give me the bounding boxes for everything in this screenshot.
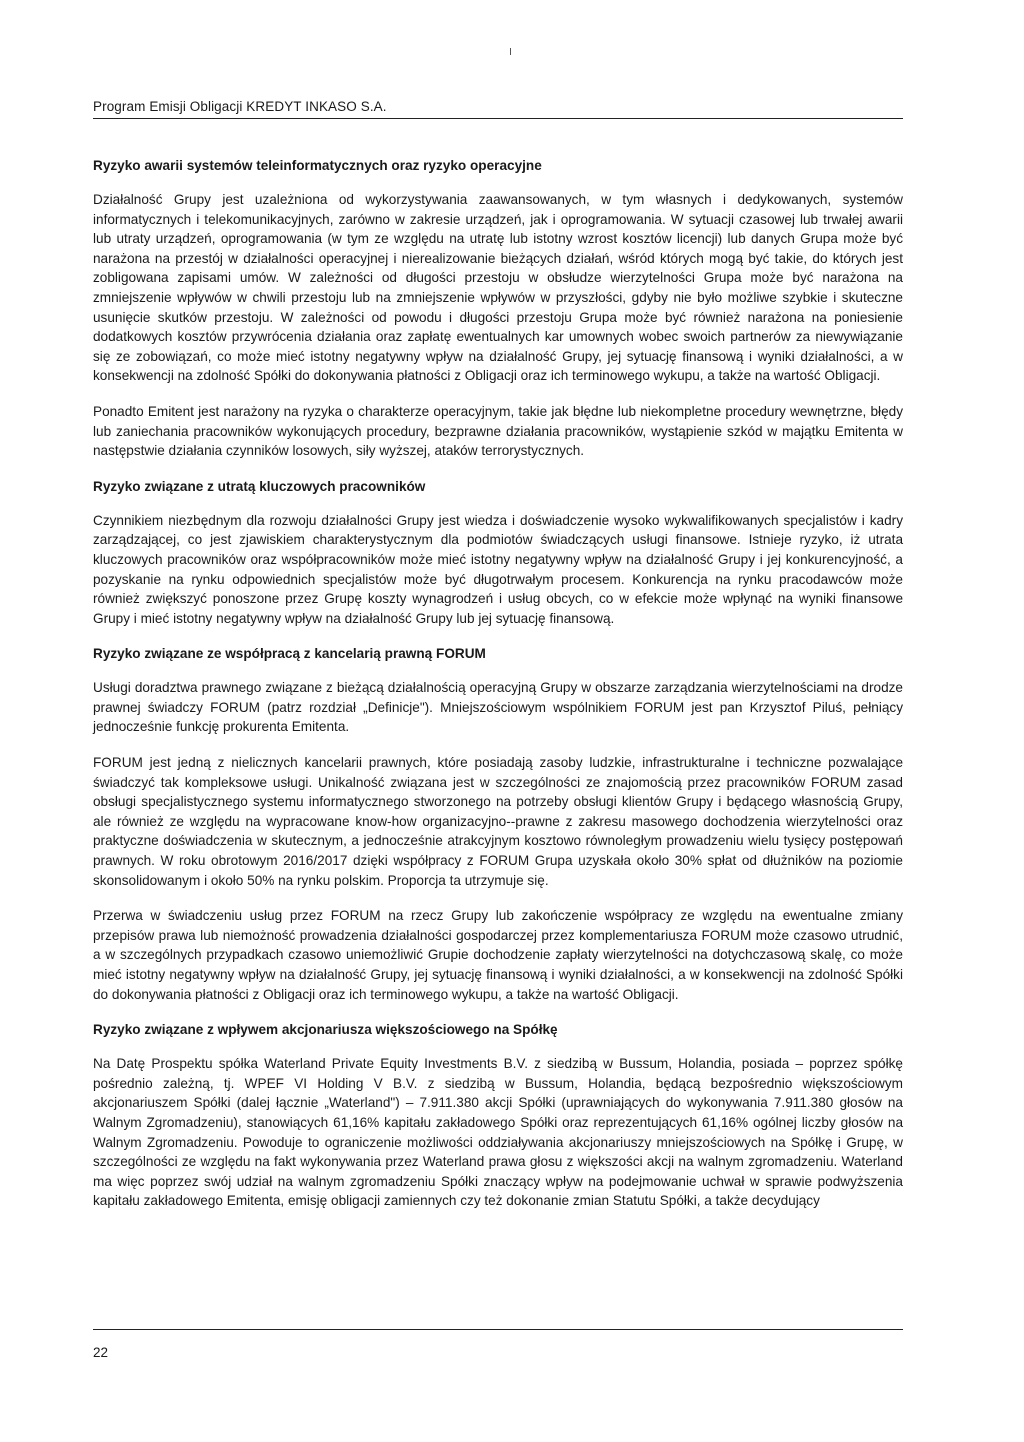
page-number: 22 <box>93 1345 109 1360</box>
footer-divider <box>93 1329 903 1330</box>
scan-speck <box>510 48 511 55</box>
paragraph: FORUM jest jedną z nielicznych kancelarii prawnych, które posiadają zasoby ludzkie, infrastrukturalne i techniczne pozwalające świadczyć tak kompleksowe usługi. Unikalność związana jest w szczególności ze znajomością przez pracowników FORUM zasad obsługi specjalistycznego systemu informatycznego stworzonego na potrzeby obsługi klientów Grupy i będącego własnością Grupy, ale również ze względu na wypracowane know-how organizacyjno--prawne z zakresu masowego dochodzenia wierzytelności oraz praktyczne doświadczenia w skutecznym, a jednocześnie atrakcyjnym kosztowo równoległym prowadzeniu wielu tysięcy postępowań prawnych. W roku obrotowym 2016/2017 dzięki współpracy z FORUM Grupa uzyskała około 30% spłat od dłużników na poziomie skonsolidowanym i około 50% na rynku polskim. Proporcja ta utrzymuje się. <box>93 755 903 888</box>
section-heading: Ryzyko związane z utratą kluczowych pracowników <box>93 478 426 494</box>
paragraph: Przerwa w świadczeniu usług przez FORUM na rzecz Grupy lub zakończenie współpracy ze względu na ewentualne zmiany przepisów prawa lub niemożność prowadzenia działalności gospodarczej przez komplementariusza FORUM może czasowo utrudnić, a w szczególnych przypadkach czasowo uniemożliwić Grupie dochodzenie zapłaty wierzytelności na dotychczasową skalę, co może mieć istotny negatywny wpływ na działalność Grupy, jej sytuację finansową i wyniki działalności, a w konsekwencji na zdolność Spółki do dokonywania płatności z Obligacji oraz ich terminowego wykupu, a także na wartość Obligacji. <box>93 908 903 1002</box>
paragraph: Na Datę Prospektu spółka Waterland Private Equity Investments B.V. z siedzibą w Bussum, Holandia, posiada – poprzez spółkę pośrednio zależną, tj. WPEF VI Holding V B.V. z siedzibą w Bussum, Holandia, będącą bezpośrednio większościowym akcjonariuszem Spółki (dalej łącznie „Waterland") – 7.911.380 akcji Spółki (uprawniających do wykonywania 7.911.380 głosów na Walnym Zgromadzeniu), stanowiących 61,16% kapitału zakładowego Spółki oraz reprezentujących 61,16% ogólnej liczby głosów na Walnym Zgromadzeniu. Powoduje to ograniczenie możliwości oddziaływania akcjonariuszy mniejszościowych na Spółkę i Grupę, w szczególności ze względu na fakt wykonywania przez Waterland prawa głosu z większości akcji na walnym zgromadzeniu. Waterland ma więc poprzez swój udział na walnym zgromadzeniu Spółki znaczący wpływ na podejmowanie uchwał w sprawie podwyższenia kapitału zakładowego Emitenta, emisję obligacji zamiennych czy też dokonanie zmian Statutu Spółki, a także decydujący <box>93 1056 903 1209</box>
paragraph: Czynnikiem niezbędnym dla rozwoju działalności Grupy jest wiedza i doświadczenie wysoko wykwalifikowanych specjalistów i kadry zarządzającej, co jest zjawiskiem charakterystycznym dla podmiotów świadczących usługi finansowe. Istnieje ryzyko, iż utrata kluczowych pracowników oraz współpracowników może mieć istotny negatywny wpływ na działalność Grupy i jej konkurencyjność, a pozyskanie na rynku odpowiednich specjalistów może być długotrwałym procesem. Konkurencja na rynku pracodawców może również zwiększyć ponoszone przez Grupę koszty wynagrodzeń i usług obcych, co w efekcie może wpłynąć na wyniki finansowe Grupy i mieć istotny negatywny wpływ na działalność Grupy lub jej sytuację finansową. <box>93 512 903 626</box>
section-heading: Ryzyko związane ze współpracą z kancelarią prawną FORUM <box>93 646 486 662</box>
paragraph: Usługi doradztwa prawnego związane z bieżącą działalnością operacyjną Grupy w obszarze zarządzania wierzytelnościami na drodze prawnej świadczy FORUM (patrz rozdział „Definicje"). Mniejszościowym wspólnikiem FORUM jest pan Krzysztof Piluś, pełniący jednocześnie funkcję prokurenta Emitenta. <box>93 680 903 735</box>
section-heading: Ryzyko awarii systemów teleinformatycznych oraz ryzyko operacyjne <box>93 158 542 173</box>
header-divider <box>93 118 903 119</box>
running-header: Program Emisji Obligacji KREDYT INKASO S.A. <box>93 99 387 114</box>
paragraph: Ponadto Emitent jest narażony na ryzyka o charakterze operacyjnym, takie jak błędne lub niekompletne procedury wewnętrzne, błędy lub zaniechania pracowników wykonujących procedury, bezprawne działania pracowników, wystąpienie szkód w majątku Emitenta w następstwie działania czynników losowych, siły wyższej, ataków terrorystycznych. <box>93 403 903 459</box>
section-heading: Ryzyko związane z wpływem akcjonariusza większościowego na Spółkę <box>93 1022 558 1038</box>
document-body <box>93 156 903 1227</box>
paragraph: Działalność Grupy jest uzależniona od wykorzystywania zaawansowanych, w tym własnych i dedykowanych, systemów informatycznych i telekomunikacyjnych, zarówno w zakresie urządzeń, jak i oprogramowania. W sytuacji czasowej lub trwałej awarii lub utraty urządzeń, oprogramowania (w tym ze względu na utratę lub istotny wzrost kosztów licencji) lub danych Grupa może być narażona na przestój w działalności operacyjnej i nierealizowanie bieżących działań, wśród których mogą być takie, do których jest zobligowana zapisami umów. W zależności od długości przestoju w obsłudze wierzytelności Grupa może być narażona na zmniejszenie wpływów w chwili przestoju lub na zmniejszenie wpływów w przyszłości, gdyby nie było możliwe szybkie i skuteczne usunięcie skutków przestoju. W zależności od powodu i długości przestoju Grupa może być również narażona na poniesienie dodatkowych kosztów przywrócenia działania oraz zapłatę ewentualnych kar umownych wobec swoich partnerów za niewywiązanie się ze zobowiązań, co może mieć istotny negatywny wpływ na działalność Grupy, jej sytuację finansową i wyniki działalności, a w konsekwencji na zdolność Spółki do dokonywania płatności z Obligacji oraz ich terminowego wykupu, a także na wartość Obligacji. <box>93 192 903 384</box>
